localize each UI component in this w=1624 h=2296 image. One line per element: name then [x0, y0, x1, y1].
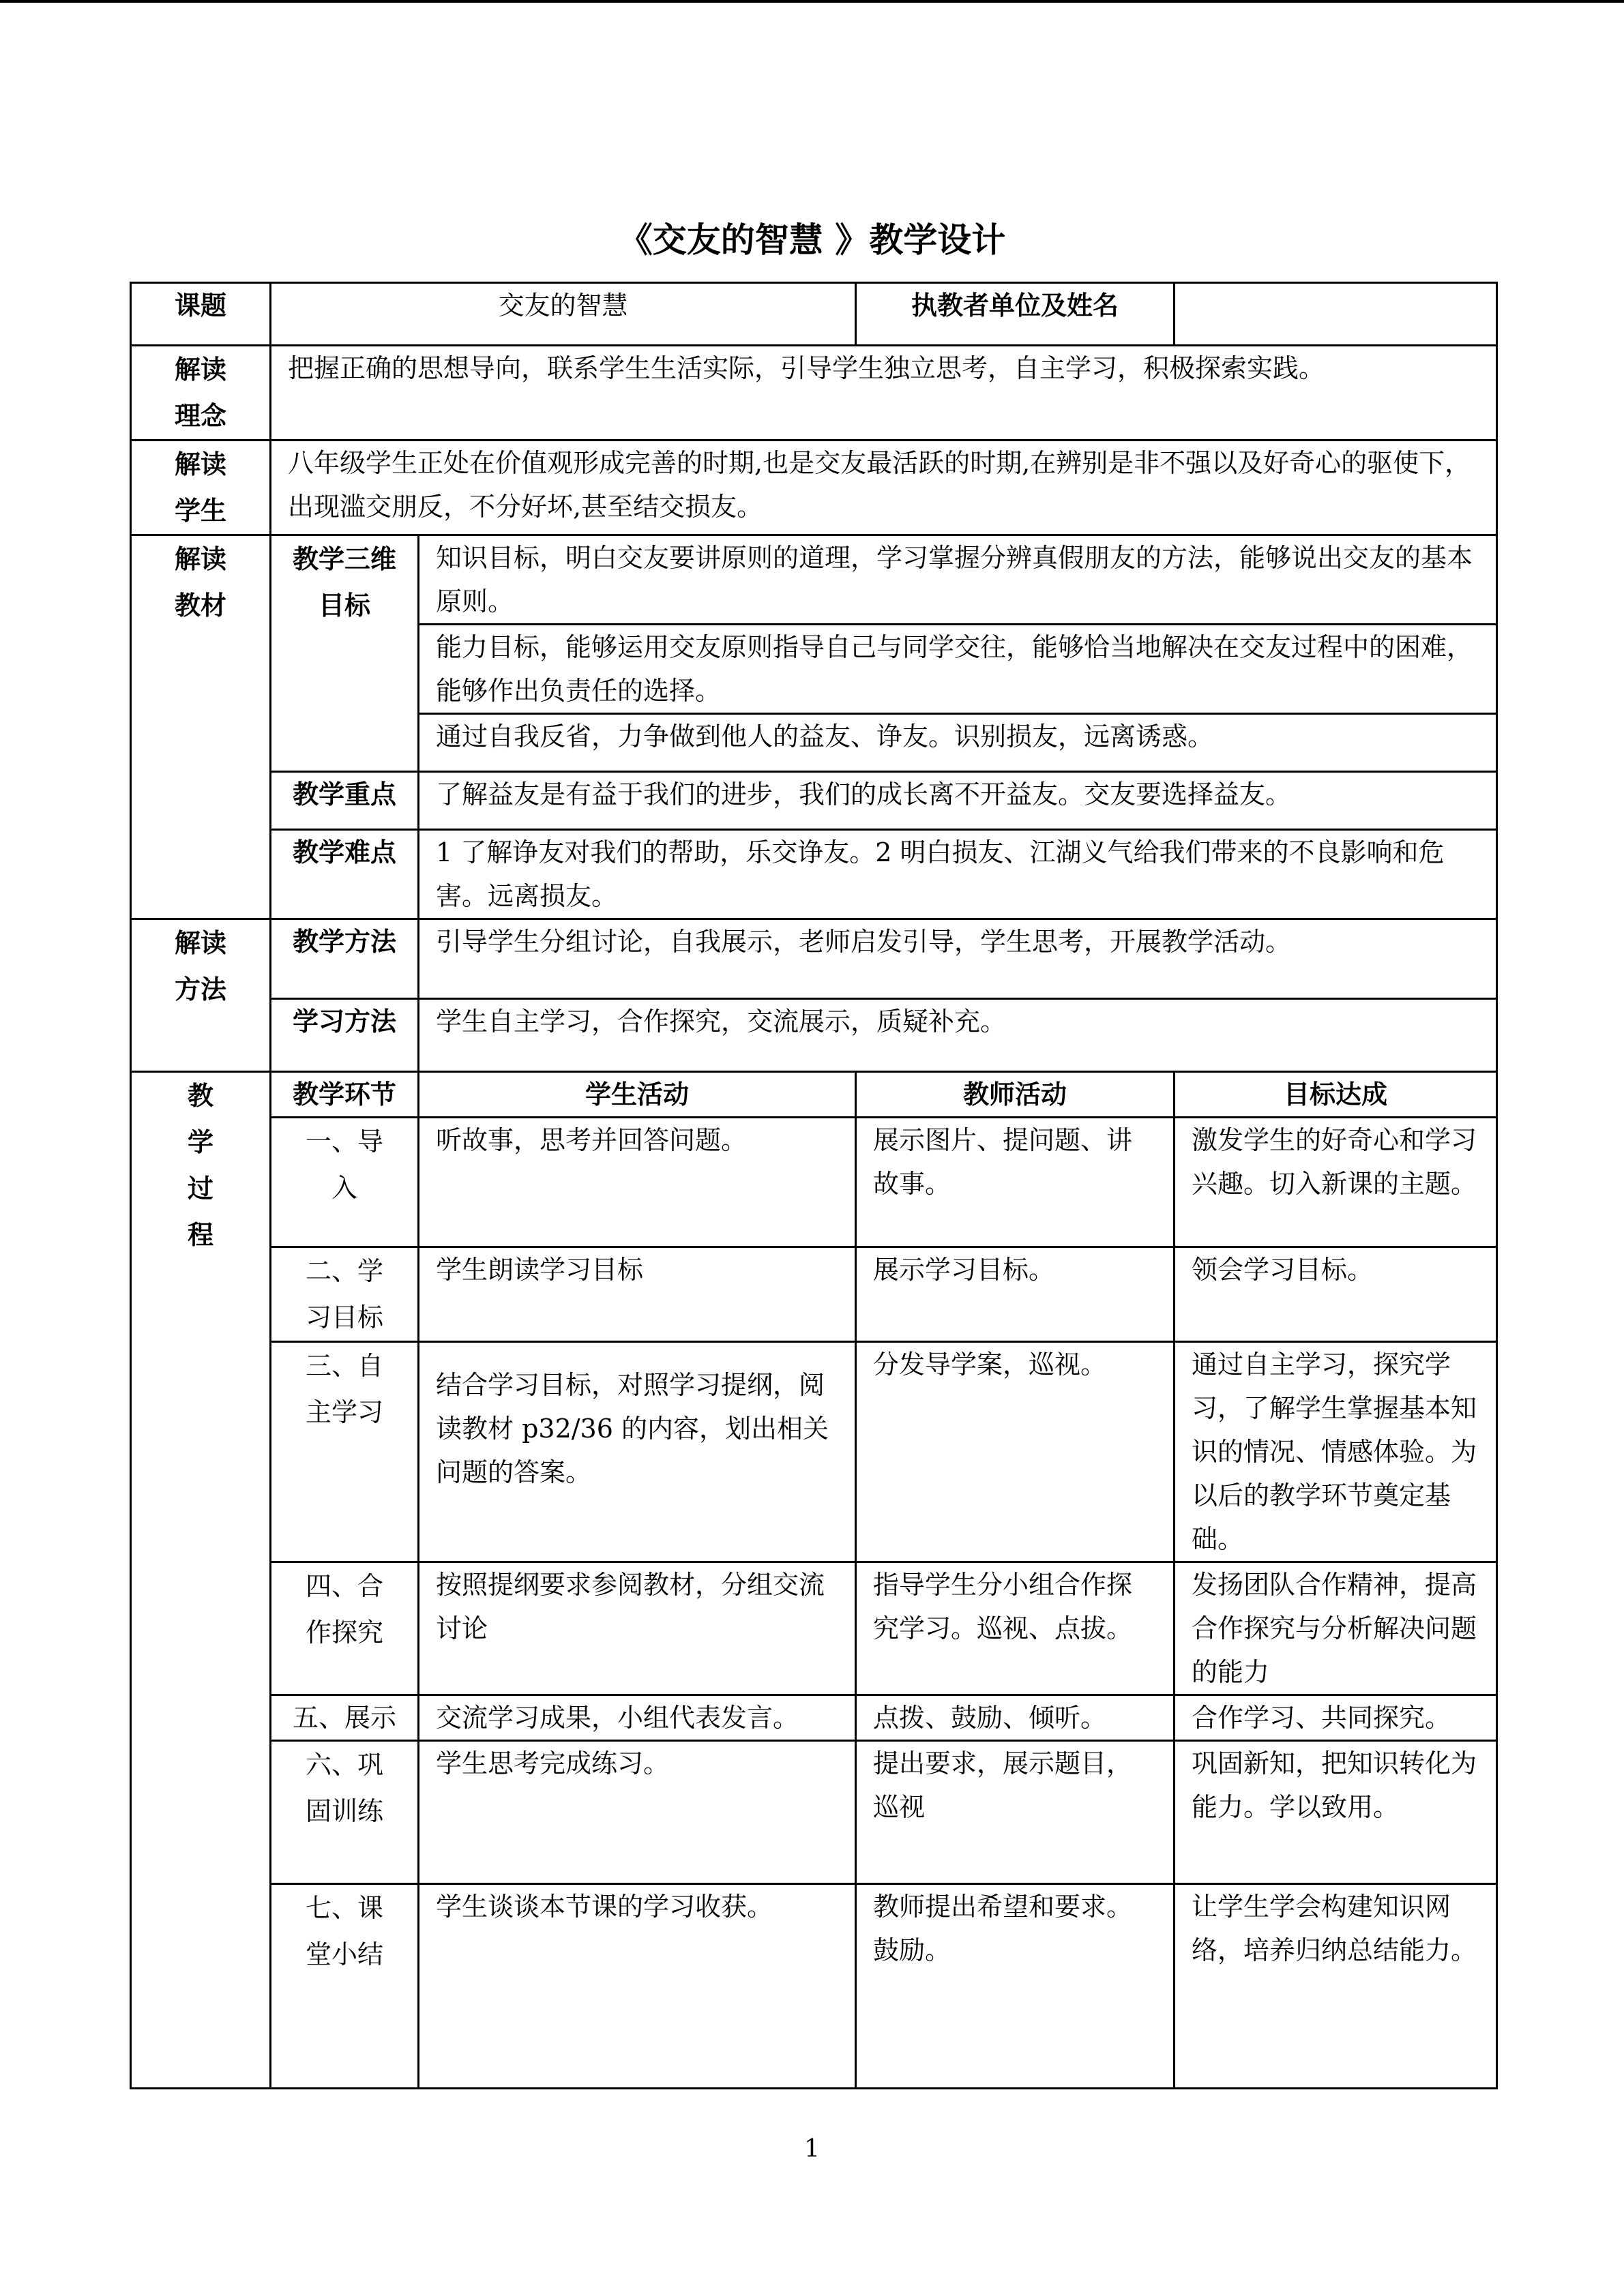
process-row: [131, 1884, 1497, 2089]
teaching-method-label: 教学方法: [271, 919, 419, 999]
material-label: 解读教材: [131, 535, 271, 919]
difficult-point-row: [131, 830, 1497, 919]
process-goal: 领会学习目标。: [1175, 1247, 1497, 1342]
goal-knowledge: 知识目标，明白交友要讲原则的道理，学习掌握分辨真假朋友的方法，能够说出交友的基本原则。: [419, 535, 1497, 625]
concept-text: 把握正确的思想导向，联系学生生活实际，引导学生独立思考，自主学习，积极探索实践。: [271, 346, 1497, 441]
goal-emotion: 通过自我反省，力争做到他人的益友、诤友。识别损友，远离诱惑。: [419, 714, 1497, 772]
process-row: [131, 1695, 1497, 1741]
students-row: [131, 441, 1497, 535]
process-row: [131, 1342, 1497, 1562]
students-label: 解读学生: [131, 441, 271, 535]
process-student-activity: 学生朗读学习目标: [419, 1247, 856, 1342]
process-header-teacher: 教师活动: [856, 1072, 1175, 1118]
process-teacher-activity: 展示学习目标。: [856, 1247, 1175, 1342]
material-goal-row-1: [131, 535, 1497, 625]
lesson-plan-table: [130, 282, 1498, 2089]
process-student-activity: 学生思考完成练习。: [419, 1741, 856, 1884]
process-step: 七、课堂小结: [271, 1884, 419, 2089]
process-goal: 合作学习、共同探究。: [1175, 1695, 1497, 1741]
process-student-activity: 学生谈谈本节课的学习收获。: [419, 1884, 856, 2089]
process-student-activity: 交流学习成果，小组代表发言。: [419, 1695, 856, 1741]
teaching-method-row: [131, 919, 1497, 999]
process-label: 教学过程: [131, 1072, 271, 2089]
concept-row: [131, 346, 1497, 441]
difficult-point-text: 1 了解诤友对我们的帮助，乐交诤友。2 明白损友、江湖义气给我们带来的不良影响和危害。远离损友。: [419, 830, 1497, 919]
process-goal: 发扬团队合作精神，提高合作探究与分析解决问题的能力: [1175, 1562, 1497, 1695]
process-teacher-activity: 点拨、鼓励、倾听。: [856, 1695, 1175, 1741]
students-text: 八年级学生正处在价值观形成完善的时期,也是交友最活跃的时期,在辨别是非不强以及好奇心的驱使下，出现滥交朋反，不分好坏,甚至结交损友。: [271, 441, 1497, 535]
key-point-text: 了解益友是有益于我们的进步，我们的成长离不开益友。交友要选择益友。: [419, 772, 1497, 830]
process-teacher-activity: 分发导学案，巡视。: [856, 1342, 1175, 1562]
process-student-activity: 听故事，思考并回答问题。: [419, 1118, 856, 1247]
learning-method-text: 学生自主学习，合作探究，交流展示，质疑补充。: [419, 999, 1497, 1072]
process-step: 六、巩固训练: [271, 1741, 419, 1884]
key-point-label: 教学重点: [271, 772, 419, 830]
process-header-step: 教学环节: [271, 1072, 419, 1118]
difficult-point-label: 教学难点: [271, 830, 419, 919]
process-row: [131, 1562, 1497, 1695]
learning-method-label: 学习方法: [271, 999, 419, 1072]
process-teacher-activity: 展示图片、提问题、讲故事。: [856, 1118, 1175, 1247]
topic-row: [131, 283, 1497, 346]
topic-value: 交友的智慧: [271, 283, 856, 346]
goal-ability: 能力目标，能够运用交友原则指导自己与同学交往，能够恰当地解决在交友过程中的困难，能够作出负责任的选择。: [419, 625, 1497, 714]
key-point-row: [131, 772, 1497, 830]
document-title: 《交友的智慧 》教学设计: [618, 220, 1006, 260]
teacher-value: [1175, 283, 1497, 346]
process-row: [131, 1118, 1497, 1247]
process-goal: 让学生学会构建知识网络，培养归纳总结能力。: [1175, 1884, 1497, 2089]
top-rule: [0, 0, 1624, 3]
process-teacher-activity: 提出要求，展示题目，巡视: [856, 1741, 1175, 1884]
page-number: 1: [804, 2135, 820, 2163]
teacher-label: 执教者单位及姓名: [856, 283, 1175, 346]
process-student-activity: 结合学习目标，对照学习提纲，阅读教材 p32/36 的内容，划出相关问题的答案。: [419, 1342, 856, 1562]
teaching-method-text: 引导学生分组讨论，自我展示，老师启发引导，学生思考，开展教学活动。: [419, 919, 1497, 999]
process-step: 四、合作探究: [271, 1562, 419, 1695]
learning-method-row: [131, 999, 1497, 1072]
process-teacher-activity: 教师提出希望和要求。鼓励。: [856, 1884, 1175, 2089]
process-header-goal: 目标达成: [1175, 1072, 1497, 1118]
process-step: 五、展示: [271, 1695, 419, 1741]
process-step: 三、自主学习: [271, 1342, 419, 1562]
process-row: [131, 1247, 1497, 1342]
topic-label: 课题: [131, 283, 271, 346]
process-row: [131, 1741, 1497, 1884]
process-student-activity: 按照提纲要求参阅教材，分组交流讨论: [419, 1562, 856, 1695]
goals-label: 教学三维目标: [271, 535, 419, 772]
process-goal: 巩固新知，把知识转化为能力。学以致用。: [1175, 1741, 1497, 1884]
process-goal: 通过自主学习，探究学习，了解学生掌握基本知识的情况、情感体验。为以后的教学环节奠定基础。: [1175, 1342, 1497, 1562]
process-header-row: [131, 1072, 1497, 1118]
methods-label: 解读方法: [131, 919, 271, 1072]
process-goal: 激发学生的好奇心和学习兴趣。切入新课的主题。: [1175, 1118, 1497, 1247]
concept-label: 解读理念: [131, 346, 271, 441]
process-step: 二、学习目标: [271, 1247, 419, 1342]
process-header-student: 学生活动: [419, 1072, 856, 1118]
process-step: 一、导入: [271, 1118, 419, 1247]
process-teacher-activity: 指导学生分小组合作探究学习。巡视、点拔。: [856, 1562, 1175, 1695]
